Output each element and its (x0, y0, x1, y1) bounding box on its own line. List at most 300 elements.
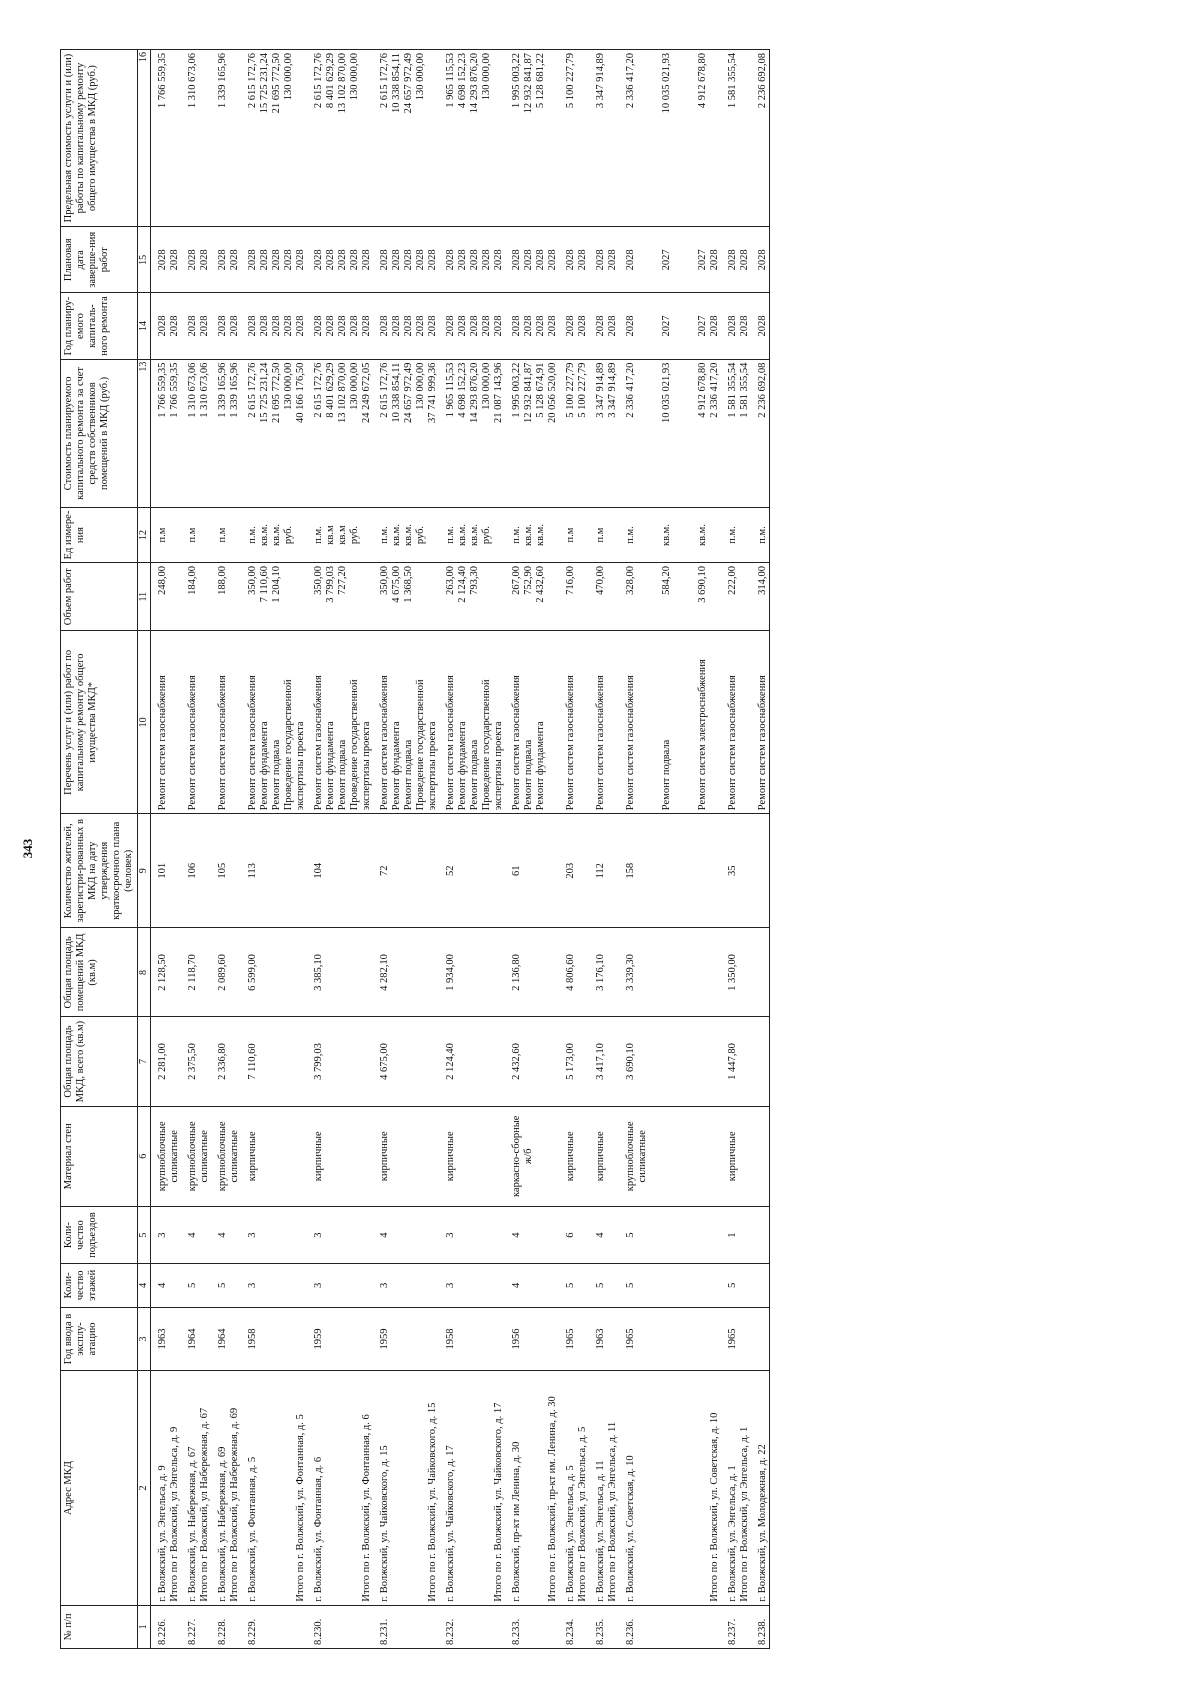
cell-work-volume (619, 562, 721, 631)
cell-year-built: 1965 (619, 1307, 721, 1371)
work-volume-line: 2 124,40 (457, 565, 468, 603)
repair-plan-table (60, 49, 770, 1649)
cell-row-number: 8.233. (505, 1605, 559, 1648)
address-line (271, 1374, 283, 1601)
cell-works-list (241, 631, 307, 814)
cell-entrances: 4 (505, 1207, 559, 1264)
limit-cost-line: 8 401 629,29 (325, 53, 336, 109)
cell-unit (721, 508, 751, 563)
works-list-line: Ремонт систем газоснабжения (757, 675, 768, 811)
work-volume-line (283, 566, 295, 628)
completion-date-line: 2028 (325, 249, 336, 271)
cell-residents: 105 (211, 814, 241, 928)
repair-year-line: 2028 (157, 315, 168, 337)
unit-line: кв.м. (535, 524, 546, 547)
works-list-line (673, 634, 685, 810)
completion-date-line: 2028 (739, 249, 750, 271)
completion-date-line: 2027 (661, 249, 672, 271)
works-list-line: Ремонт систем газоснабжения (511, 675, 522, 811)
unit-line: кв.м. (457, 524, 468, 547)
limit-cost-line: 1 310 673,06 (187, 53, 198, 109)
works-list-line: Ремонт систем электроснабжения (697, 659, 708, 811)
completion-date-line: 2028 (415, 249, 426, 271)
cell-entrances: 4 (181, 1207, 211, 1264)
completion-date-line: 2028 (757, 249, 768, 271)
work-volume-line (481, 566, 493, 628)
works-list-line: Ремонт систем газоснабжения (727, 675, 738, 811)
cell-repair-year (559, 293, 589, 359)
cell-total-area: 2 281,00 (151, 1017, 182, 1106)
cell-floors: 5 (619, 1264, 721, 1307)
work-volume-line: 267,00 (511, 565, 522, 595)
limit-cost-line: 3 347 914,89 (595, 53, 606, 109)
completion-date-line (637, 230, 649, 289)
address-line (661, 1374, 673, 1601)
cell-residents: 104 (307, 814, 373, 928)
completion-date-line (649, 230, 661, 289)
unit-line: п.м. (511, 526, 522, 544)
cell-address (181, 1371, 211, 1605)
work-volume-line (685, 566, 697, 628)
cell-wall-material: кирпичные (559, 1106, 589, 1207)
cell-floors (751, 1264, 770, 1307)
column-number-9: 9 (138, 814, 151, 928)
cell-limit-cost (505, 50, 559, 227)
table-row (721, 50, 751, 1649)
address-line: Итого по г. Волжский, ул. Советская, д. 10 (709, 1412, 720, 1602)
cell-year-built: 1965 (721, 1307, 751, 1371)
cell-total-area: 1 447,80 (721, 1017, 751, 1106)
cell-works-list (307, 631, 373, 814)
planned-cost-line: 2 615 172,76 (313, 362, 324, 418)
completion-date-line: 2028 (229, 249, 240, 271)
cell-total-area: 2 336,80 (211, 1017, 241, 1106)
work-volume-line: 1 368,50 (403, 565, 414, 603)
planned-cost-line: 130 000,00 (349, 362, 360, 410)
completion-date-line (685, 230, 697, 289)
planned-cost-line: 2 615 172,76 (247, 362, 258, 418)
cell-residents (751, 814, 770, 928)
cell-entrances: 3 (241, 1207, 307, 1264)
cell-unit (589, 508, 619, 563)
address-line: г. Волжский, ул. Энгельса, д. 9 (157, 1465, 168, 1602)
table-row (505, 50, 559, 1649)
address-line: Итого по г. Волжский, ул. Чайковского, д. 15 (427, 1402, 438, 1602)
unit-line: п.м (187, 527, 198, 543)
address-line: Итого по г Волжский, ул Энгельса, д. 5 (577, 1426, 588, 1602)
completion-date-line: 2028 (361, 249, 372, 271)
completion-date-line: 2028 (511, 249, 522, 271)
cell-works-list (721, 631, 751, 814)
cell-address (721, 1371, 751, 1605)
address-line (457, 1374, 469, 1601)
limit-cost-line: 5 128 681,22 (535, 53, 546, 109)
cell-work-volume (307, 562, 373, 631)
column-header-16: Предельная стоимость услуги и (или) работы по капитальному ремонту общего имущества в МКД (руб.) (61, 50, 138, 227)
cell-wall-material: кирпичные (589, 1106, 619, 1207)
unit-line (637, 511, 649, 559)
completion-date-line: 2028 (565, 249, 576, 271)
cell-entrances (751, 1207, 770, 1264)
works-list-line: Ремонт фундамента (535, 721, 546, 811)
column-header-1: № п/п (61, 1605, 138, 1648)
column-number-4: 4 (138, 1264, 151, 1307)
cell-entrances: 6 (559, 1207, 589, 1264)
cell-repair-year (241, 293, 307, 359)
works-list-line: Ремонт подвала (661, 739, 672, 811)
cell-limit-cost (559, 50, 589, 227)
limit-cost-line: 24 657 972,49 (403, 53, 414, 114)
limit-cost-line: 1 766 559,35 (157, 53, 168, 109)
work-volume-line: 7 110,60 (259, 565, 270, 603)
repair-year-line: 2028 (535, 315, 546, 337)
address-line: Итого по г. Волжский, пр-кт им. Ленина, д. 30 (547, 1396, 558, 1602)
repair-year-line: 2028 (187, 315, 198, 337)
cell-row-number: 8.226. (151, 1605, 182, 1648)
cell-wall-material: крупноблочные силикатные (181, 1106, 211, 1207)
repair-year-line: 2028 (709, 315, 720, 337)
address-line (325, 1374, 337, 1601)
completion-date-line: 2028 (493, 249, 504, 271)
cell-premises-area: 2 089,60 (211, 928, 241, 1017)
cell-repair-year (439, 293, 505, 359)
cell-planned-cost (373, 359, 439, 507)
column-number-11: 11 (138, 562, 151, 631)
cell-planned-cost (505, 359, 559, 507)
planned-cost-line: 10 035 021,93 (661, 362, 672, 424)
address-line: Итого по г Волжский, ул Энгельса, д. 9 (169, 1426, 180, 1602)
completion-date-line: 2028 (217, 249, 228, 271)
planned-cost-line: 5 128 674,91 (535, 362, 546, 418)
limit-cost-line (649, 53, 661, 223)
address-line (349, 1374, 361, 1601)
planned-cost-line: 8 401 629,29 (325, 362, 336, 418)
cell-residents: 112 (589, 814, 619, 928)
limit-cost-line: 1 995 003,22 (511, 53, 522, 109)
cell-works-list (559, 631, 589, 814)
work-volume-line: 350,00 (379, 565, 390, 595)
cell-year-built: 1964 (181, 1307, 211, 1371)
cell-completion-date (589, 227, 619, 293)
cell-planned-cost (751, 359, 770, 507)
cell-limit-cost (307, 50, 373, 227)
cell-unit (241, 508, 307, 563)
unit-line (685, 511, 697, 559)
column-number-1: 1 (138, 1605, 151, 1648)
completion-date-line: 2028 (349, 249, 360, 271)
works-list-line: Ремонт систем газоснабжения (313, 675, 324, 811)
unit-line: кв.м (337, 525, 348, 545)
address-line (481, 1374, 493, 1601)
cell-repair-year (181, 293, 211, 359)
unit-line: кв.м. (469, 524, 480, 547)
cell-total-area: 3 690,10 (619, 1017, 721, 1106)
address-line (673, 1374, 685, 1601)
cell-floors: 3 (373, 1264, 439, 1307)
cell-work-volume (151, 562, 182, 631)
limit-cost-line: 15 725 231,24 (259, 53, 270, 114)
works-list-line: Ремонт систем газоснабжения (565, 675, 576, 811)
limit-cost-line: 2 336 417,20 (625, 53, 636, 109)
unit-line: п.м. (445, 526, 456, 544)
cell-residents: 106 (181, 814, 211, 928)
column-header-3: Год ввода в эксплу-атацию (61, 1307, 138, 1371)
unit-line: п.м. (313, 526, 324, 544)
cell-row-number: 8.232. (439, 1605, 505, 1648)
limit-cost-line: 21 695 772,50 (271, 53, 282, 114)
works-list-line: Проведение государственной экспертизы проекта (481, 679, 504, 811)
repair-year-line (649, 296, 661, 355)
planned-cost-line: 15 725 231,24 (259, 362, 270, 424)
cell-floors: 5 (211, 1264, 241, 1307)
repair-year-line: 2028 (247, 315, 258, 337)
limit-cost-line: 130 000,00 (283, 53, 294, 101)
cell-premises-area: 2 128,50 (151, 928, 182, 1017)
planned-cost-line (649, 363, 661, 504)
address-line (697, 1374, 709, 1601)
cell-works-list (439, 631, 505, 814)
column-number-2: 2 (138, 1371, 151, 1605)
work-volume-line: 263,00 (445, 565, 456, 595)
unit-line: п.м (157, 527, 168, 543)
repair-year-line: 2028 (259, 315, 270, 337)
cell-premises-area: 3 176,10 (589, 928, 619, 1017)
planned-cost-line: 21 087 143,96 (493, 362, 504, 424)
work-volume-line (673, 566, 685, 628)
address-line (685, 1374, 697, 1601)
planned-cost-line: 2 336 417,20 (625, 362, 636, 418)
address-line: г. Волжский, ул. Чайковского, д. 15 (379, 1445, 390, 1602)
table-row (307, 50, 373, 1649)
cell-address (619, 1371, 721, 1605)
unit-line: кв.м. (661, 524, 672, 547)
completion-date-line: 2028 (271, 249, 282, 271)
work-volume-line: 470,00 (595, 565, 606, 595)
cell-total-area: 3 417,10 (589, 1017, 619, 1106)
table-row (373, 50, 439, 1649)
repair-year-line: 2028 (379, 315, 390, 337)
cell-planned-cost (211, 359, 241, 507)
address-line: г. Волжский, ул. Энгельса, д. 11 (595, 1460, 606, 1602)
completion-date-line: 2028 (535, 249, 546, 271)
cell-total-area: 7 110,60 (241, 1017, 307, 1106)
cell-wall-material: крупноблочные силикатные (211, 1106, 241, 1207)
cell-address (589, 1371, 619, 1605)
unit-line: руб. (415, 525, 426, 545)
unit-line: руб. (481, 525, 492, 545)
cell-address (211, 1371, 241, 1605)
cell-wall-material: кирпичные (373, 1106, 439, 1207)
cell-floors: 3 (307, 1264, 373, 1307)
cell-unit (619, 508, 721, 563)
works-list-line: Ремонт систем газоснабжения (595, 675, 606, 811)
cell-works-list (211, 631, 241, 814)
repair-year-line: 2028 (457, 315, 468, 337)
cell-row-number: 8.234. (559, 1605, 589, 1648)
column-number-7: 7 (138, 1017, 151, 1106)
repair-year-line: 2028 (625, 315, 636, 337)
completion-date-line: 2027 (697, 249, 708, 271)
work-volume-line: 350,00 (313, 565, 324, 595)
unit-line (673, 511, 685, 559)
cell-floors: 4 (151, 1264, 182, 1307)
column-header-15: Плановая дата заверше-ния работ (61, 227, 138, 293)
planned-cost-line: 1 310 673,06 (187, 362, 198, 418)
limit-cost-line (673, 53, 685, 223)
cell-premises-area: 6 599,00 (241, 928, 307, 1017)
repair-year-line: 2028 (415, 315, 426, 337)
limit-cost-line: 4 912 678,80 (697, 53, 708, 109)
unit-line: п.м. (727, 526, 738, 544)
column-number-12: 12 (138, 508, 151, 563)
cell-premises-area: 1 934,00 (439, 928, 505, 1017)
column-header-2: Адрес МКД (61, 1371, 138, 1605)
column-number-16: 16 (138, 50, 151, 227)
cell-premises-area: 2 118,70 (181, 928, 211, 1017)
cell-year-built: 1963 (589, 1307, 619, 1371)
limit-cost-line: 130 000,00 (481, 53, 492, 101)
cell-completion-date (151, 227, 182, 293)
cell-residents: 158 (619, 814, 721, 928)
work-volume-line: 184,00 (187, 565, 198, 595)
cell-premises-area (751, 928, 770, 1017)
limit-cost-line: 13 102 870,00 (337, 53, 348, 114)
cell-year-built: 1956 (505, 1307, 559, 1371)
repair-year-line: 2028 (469, 315, 480, 337)
cell-row-number: 8.227. (181, 1605, 211, 1648)
repair-year-line (673, 296, 685, 355)
planned-cost-line: 2 236 692,08 (757, 362, 768, 418)
table-row (439, 50, 505, 1649)
completion-date-line: 2028 (727, 249, 738, 271)
cell-floors: 5 (589, 1264, 619, 1307)
address-line (391, 1374, 403, 1601)
works-list-line (685, 634, 697, 810)
cell-floors: 5 (721, 1264, 751, 1307)
work-volume-line (349, 566, 361, 628)
table-row (619, 50, 721, 1649)
cell-work-volume (589, 562, 619, 631)
cell-year-built: 1965 (559, 1307, 589, 1371)
work-volume-line: 727,20 (337, 565, 348, 595)
table-row (751, 50, 770, 1649)
limit-cost-line (685, 53, 697, 223)
table-row (211, 50, 241, 1649)
repair-year-line: 2028 (283, 315, 294, 337)
cell-planned-cost (589, 359, 619, 507)
repair-year-line: 2028 (511, 315, 522, 337)
column-number-row (138, 50, 151, 1649)
works-list-line: Ремонт фундамента (391, 721, 402, 811)
address-line: Итого по г. Волжский, ул. Фонтанная, д. 5 (295, 1414, 306, 1602)
planned-cost-line: 12 932 841,87 (523, 362, 534, 424)
address-line: Итого по г Волжский, ул Энгельса, д. 1 (739, 1426, 750, 1602)
cell-wall-material: крупноблочные силикатные (619, 1106, 721, 1207)
completion-date-line (673, 230, 685, 289)
cell-premises-area: 4 806,60 (559, 928, 589, 1017)
cell-limit-cost (151, 50, 182, 227)
unit-line: кв.м (325, 525, 336, 545)
repair-year-line: 2028 (595, 315, 606, 337)
cell-work-volume (211, 562, 241, 631)
column-header-10: Перечень услуг и (или) работ по капитальному ремонту общего имущества МКД* (61, 631, 138, 814)
cell-residents: 203 (559, 814, 589, 928)
cell-address (373, 1371, 439, 1605)
planned-cost-line: 1 581 355,54 (727, 362, 738, 418)
planned-cost-line: 3 347 914,89 (607, 362, 618, 418)
works-list-line: Ремонт фундамента (325, 721, 336, 811)
cell-residents: 61 (505, 814, 559, 928)
planned-cost-line: 4 698 152,23 (457, 362, 468, 418)
cell-unit (181, 508, 211, 563)
column-header-13: Стоимость планируемого капитального ремонта за счет средств собственников помещений в МКД (руб.) (61, 359, 138, 507)
works-list-line: Ремонт подвала (403, 739, 414, 811)
limit-cost-line: 12 932 841,87 (523, 53, 534, 114)
cell-completion-date (559, 227, 589, 293)
cell-wall-material: крупноблочные силикатные (151, 1106, 182, 1207)
cell-limit-cost (373, 50, 439, 227)
cell-floors: 3 (439, 1264, 505, 1307)
repair-year-line: 2028 (349, 315, 360, 337)
planned-cost-line: 24 249 672,05 (361, 362, 372, 424)
cell-planned-cost (559, 359, 589, 507)
planned-cost-line: 130 000,00 (283, 362, 294, 410)
address-line: г. Волжский, ул. Энгельса, д. 5 (565, 1465, 576, 1602)
cell-works-list (181, 631, 211, 814)
completion-date-line: 2028 (283, 249, 294, 271)
unit-line: п.м. (625, 526, 636, 544)
address-line (637, 1374, 649, 1601)
cell-completion-date (373, 227, 439, 293)
cell-unit (505, 508, 559, 563)
planned-cost-line: 130 000,00 (415, 362, 426, 410)
cell-limit-cost (721, 50, 751, 227)
repair-year-line: 2028 (445, 315, 456, 337)
completion-date-line: 2028 (481, 249, 492, 271)
cell-entrances: 3 (151, 1207, 182, 1264)
address-line: г. Волжский, ул. Фонтанная, д. 6 (313, 1456, 324, 1602)
cell-limit-cost (751, 50, 770, 227)
repair-year-line: 2028 (295, 315, 306, 337)
cell-premises-area: 2 136,80 (505, 928, 559, 1017)
work-volume-line: 350,00 (247, 565, 258, 595)
cell-repair-year (505, 293, 559, 359)
works-list-line: Ремонт систем газоснабжения (625, 675, 636, 811)
work-volume-line: 752,90 (523, 565, 534, 595)
cell-completion-date (721, 227, 751, 293)
address-line (259, 1374, 271, 1601)
works-list-line: Ремонт систем газоснабжения (247, 675, 258, 811)
repair-year-line (685, 296, 697, 355)
column-number-14: 14 (138, 293, 151, 359)
cell-entrances: 4 (373, 1207, 439, 1264)
cell-row-number: 8.237. (721, 1605, 751, 1648)
cell-repair-year (721, 293, 751, 359)
unit-line: кв.м. (271, 524, 282, 547)
planned-cost-line: 3 347 914,89 (595, 362, 606, 418)
unit-line: кв.м. (259, 524, 270, 547)
table-body (151, 50, 770, 1649)
cell-row-number: 8.229. (241, 1605, 307, 1648)
planned-cost-line: 40 166 176,50 (295, 362, 306, 424)
works-list-line: Ремонт подвала (271, 739, 282, 811)
cell-completion-date (211, 227, 241, 293)
cell-residents: 35 (721, 814, 751, 928)
limit-cost-line: 1 339 165,96 (217, 53, 228, 109)
works-list-line: Ремонт систем газоснабжения (187, 675, 198, 811)
cell-unit (151, 508, 182, 563)
works-list-line: Ремонт подвала (469, 739, 480, 811)
